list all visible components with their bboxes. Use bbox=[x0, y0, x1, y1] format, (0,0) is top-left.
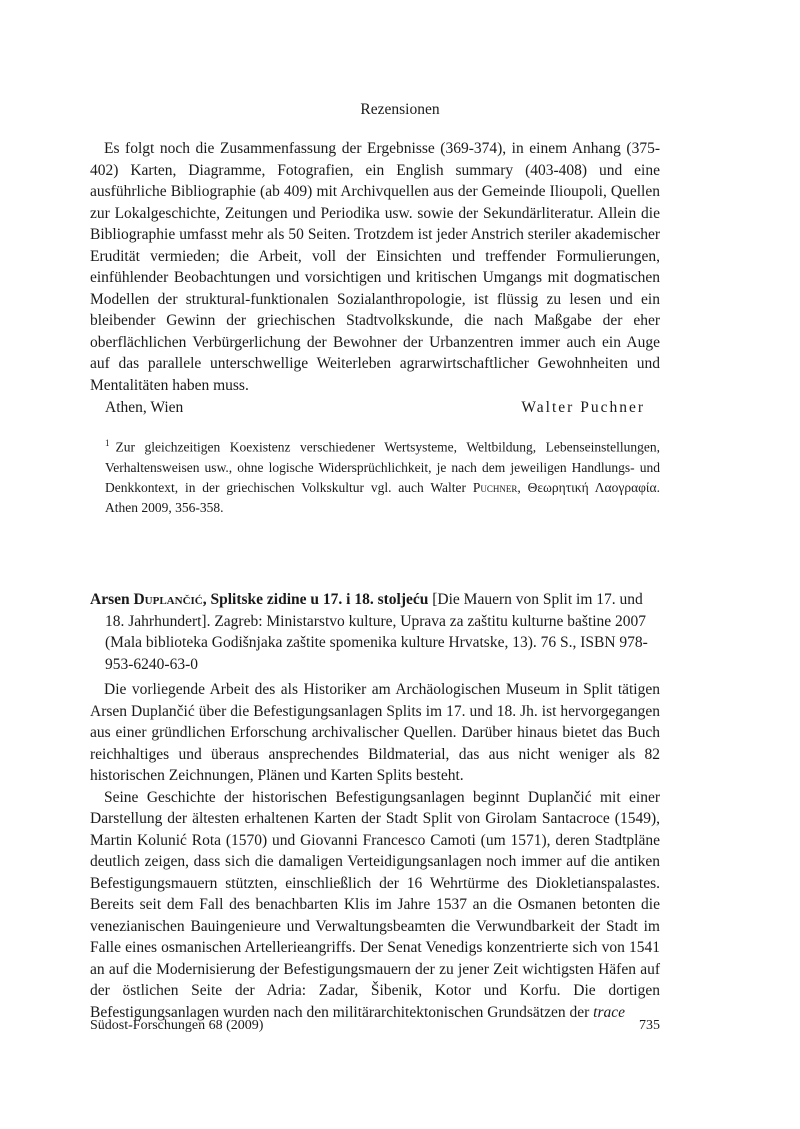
signature-author: Walter Puchner bbox=[521, 399, 645, 416]
footnote-number: 1 bbox=[105, 438, 110, 448]
italic-term: trace bbox=[593, 1003, 626, 1021]
review-2-paragraph-2 bbox=[90, 787, 660, 1024]
footnote-text: Zur gleichzeitigen Koexistenz verschiedener Wertsysteme, Weltbildung, Lebenseinstellungen, Verhaltensweisen usw., ohne logische Widersprüchlichkeit, je nach dem jeweiligen Handlungs- und Denkkontext, in der griechischen Volkskultur vgl. auch Walter bbox=[105, 439, 660, 495]
bibliographic-entry bbox=[90, 589, 660, 675]
footnote-author: Puchner bbox=[472, 479, 518, 495]
footnote-text-end: , Θεωρητική Λαογραφία. Athen 2009, 356-358. bbox=[105, 479, 661, 515]
review-2-body bbox=[90, 679, 660, 1023]
bib-title: , Splitske zidine u 17. i 18. stoljeću bbox=[202, 591, 429, 608]
bib-author-first: Arsen bbox=[90, 591, 130, 608]
review-2-paragraph-2-text: Seine Geschichte der historischen Befestigungsanlagen beginnt Duplančić mit einer Darstellung der ältesten erhaltenen Karten der Stadt Split von Girolam Santacroce (1549), Martin Kolunić Rota (1570) und Giovanni Francesco Camoti (um 1571), deren Stadtpläne deutlich zeigen, dass sich die damaligen Verteidigungsanlagen noch immer auf die antiken Befestigungsmauern stützten, einschließlich der 16 Wehrtürme des Diokletianspalastes. Bereits seit dem Fall des benachbarten Klis im Jahre 1537 an die Osmanen betonten die venezianischen Bauingenieure und Verwaltungsbeamten die Verwundbarkeit der Stadt im Falle eines osmanischen Artellerieangriffs. Der Senat Venedigs konzentrierte sich von 1541 an auf die Modernisierung der Befestigungsmauern der zu jener Zeit wichtigsten Häfen auf der östlichen Seite der Adria: Zadar, Šibenik, Kotor und Korfu. Die dortigen Befestigungsanlagen wurden nach den militärarchitektonischen Grundsätzen der bbox=[90, 788, 660, 1021]
signature-place: Athen, Wien bbox=[105, 399, 184, 416]
page-footer bbox=[90, 1018, 660, 1034]
review-1-signature bbox=[105, 399, 645, 417]
review-2-paragraph-1: Die vorliegende Arbeit des als Historiker am Archäologischen Museum in Split tätigen Arsen Duplančić über die Befestigungsanlagen Splits im 17. und 18. Jh. ist hervorgegangen aus einer gründlichen Erforschung archivalischer Quellen. Darüber hinaus bietet das Buch reichhaltiges und überaus ansprechendes Bildmaterial, das aus nicht weniger als 82 historischen Zeichnungen, Plänen und Karten Splits besteht. bbox=[90, 681, 660, 784]
bib-details: [Die Mauern von Split im 17. und 18. Jahrhundert]. Zagreb: Ministarstvo kulture, Uprava za zaštitu kulturne baštine 2007 (Mala biblioteka Godišnjaka zaštite spomenika kulture Hrvatske, 13). 76 S., ISBN 978-953-6240-63-0 bbox=[105, 591, 648, 673]
review-1-body bbox=[90, 138, 660, 396]
running-head: Rezensionen bbox=[360, 101, 440, 118]
footer-page-number: 735 bbox=[639, 1018, 660, 1033]
bib-author-last: Duplančić bbox=[133, 591, 203, 608]
review-1-paragraph: Es folgt noch die Zusammenfassung der Ergebnisse (369-374), in einem Anhang (375-402) Karten, Diagramme, Fotografien, ein English summary (403-408) und eine ausführliche Bibliographie (ab 409) mit Archivquellen aus der Gemeinde Ilioupoli, Quellen zur Lokalgeschichte, Zeitungen und Periodika usw. sowie der Sekundärliteratur. Allein die Bibliographie umfasst mehr als 50 Seiten. Trotzdem ist jeder Anstrich steriler akademischer Erudität vermieden; die Arbeit, voll der Einsichten und treffender Formulierungen, einfühlender Beobachtungen und vorsichtigen und kritischen Umgangs mit dogmatischen Modellen der struktural-funktionalen Sozialanthropologie, ist flüssig zu lesen und ein bleibender Gewinn der griechischen Stadtvolkskunde, die nach Maßgabe der eher oberflächlichen Verbürgerlichung der Bewohner der Urbanzentren immer auch ein Auge auf das parallele unterschwellige Weiterleben agrarwirtschaftlicher Gewohnheiten und Mentalitäten haben muss. bbox=[90, 140, 660, 394]
footer-journal: Südost-Forschungen 68 (2009) bbox=[90, 1018, 264, 1033]
footnote-1 bbox=[105, 433, 660, 518]
